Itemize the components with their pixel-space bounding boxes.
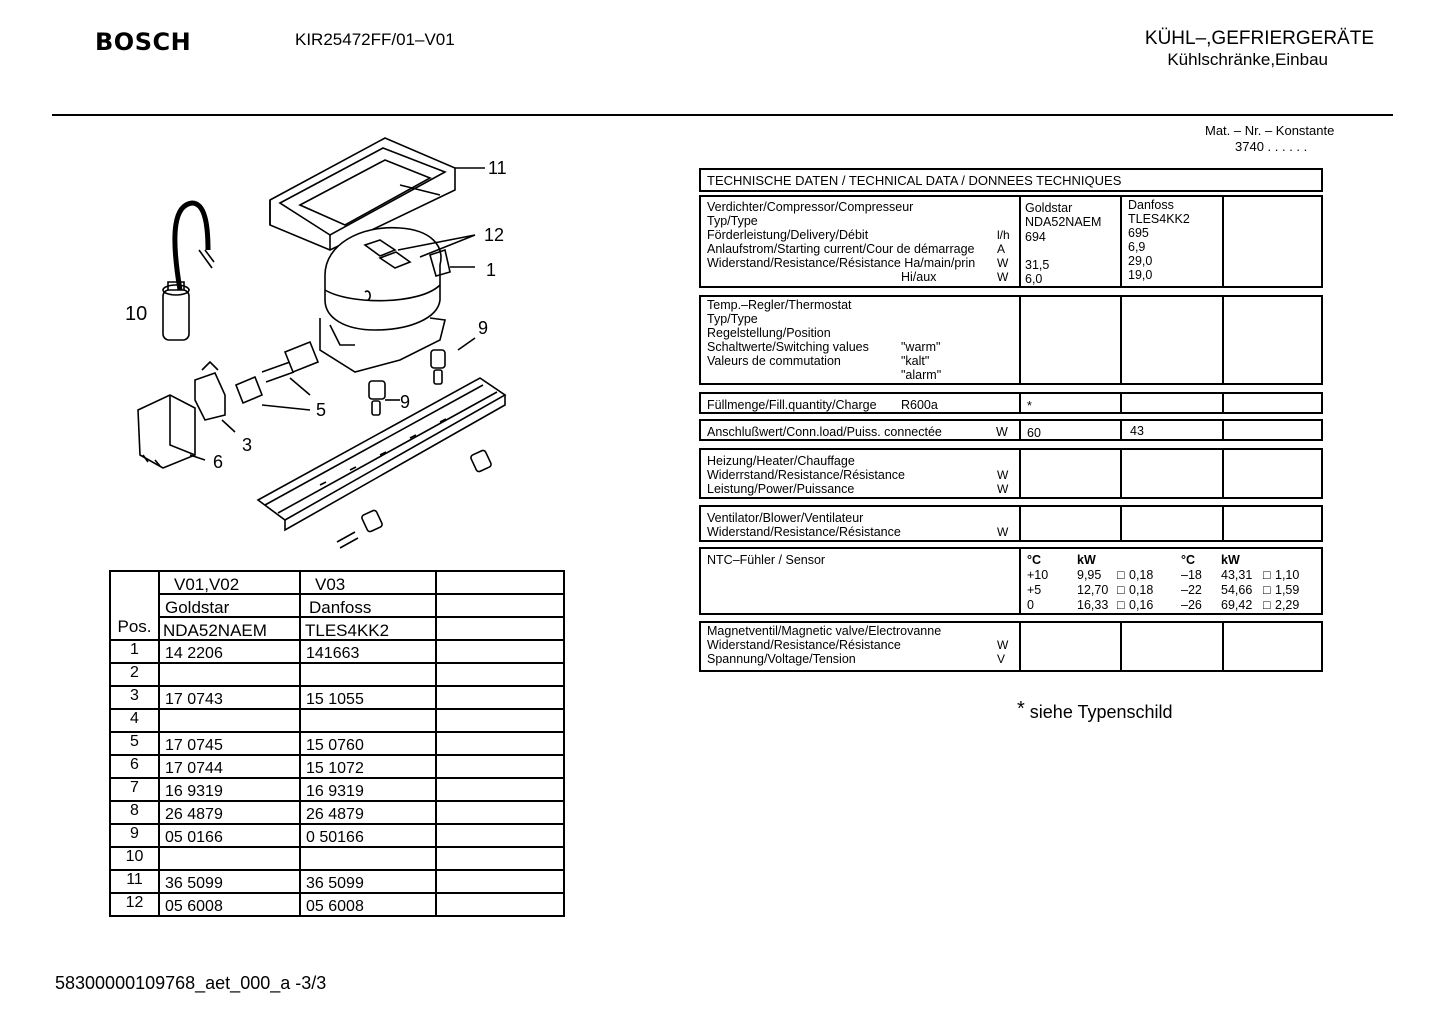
empty-cell: [436, 893, 564, 916]
empty-cell: [436, 870, 564, 893]
callout-1: 1: [486, 260, 497, 280]
variant-header: V01,V02: [159, 571, 300, 594]
switch-label: "kalt": [901, 354, 930, 368]
ntc-temp: 0: [1027, 598, 1034, 612]
part-number-danfoss: 26 4879: [300, 801, 436, 824]
clip-part: [236, 342, 318, 403]
thermostat-line: Temp.–Regler/Thermostat: [707, 298, 852, 312]
empty-cell: [436, 663, 564, 686]
mounting-rail-part: [258, 378, 505, 530]
ntc-header: kW: [1221, 553, 1240, 567]
brand-logo: BOSCH: [95, 28, 192, 56]
heater-unit: W: [997, 468, 1009, 482]
pos-header: Pos.: [110, 571, 159, 640]
part-number-goldstar: 36 5099: [159, 870, 300, 893]
goldstar-value: 694: [1025, 230, 1046, 244]
ntc-tolerance: 0,18: [1129, 583, 1154, 597]
blower-section: [699, 505, 1323, 542]
ntc-temp: +5: [1027, 583, 1042, 597]
table-row: [110, 640, 564, 663]
cable-capacitor-part: [163, 203, 214, 340]
part-position: 12: [110, 893, 159, 916]
brand-header: Goldstar: [159, 594, 300, 617]
part-position: 1: [110, 640, 159, 663]
type-header: TLES4KK2: [300, 617, 436, 640]
empty-cell: [436, 640, 564, 663]
compressor-unit: W: [997, 270, 1009, 284]
danfoss-value: Danfoss: [1128, 198, 1174, 212]
part-number-danfoss: 0 50166: [300, 824, 436, 847]
part-number-goldstar: 26 4879: [159, 801, 300, 824]
switch-label: "warm": [901, 340, 941, 354]
note-star: *: [1017, 698, 1025, 720]
callout-11: 11: [488, 158, 507, 178]
blower-line: Ventilator/Blower/Ventilateur: [707, 511, 864, 525]
load-value-2: 43: [1130, 424, 1144, 438]
tolerance-icon: □: [1263, 598, 1271, 612]
ntc-temp: –26: [1181, 598, 1202, 612]
part-position: 3: [110, 686, 159, 709]
table-row: [110, 801, 564, 824]
ntc-resistance: 43,31: [1221, 568, 1253, 582]
table-row: [110, 709, 564, 732]
part-number-goldstar: 14 2206: [159, 640, 300, 663]
part-position: 8: [110, 801, 159, 824]
part-position: 4: [110, 709, 159, 732]
ntc-tolerance: 0,18: [1129, 568, 1154, 582]
ntc-tolerance: 0,16: [1129, 598, 1154, 612]
compressor-line: Förderleistung/Delivery/Débit: [707, 228, 869, 242]
empty-cell: [436, 824, 564, 847]
thermostat-line: Schaltwerte/Switching values: [707, 340, 869, 354]
callout-12: 12: [484, 225, 505, 245]
part-number-danfoss: 05 6008: [300, 893, 436, 916]
thermostat-line: Valeurs de commutation: [707, 354, 841, 368]
exploded-parts-diagram: [110, 130, 550, 560]
danfoss-value: 695: [1128, 226, 1149, 240]
ntc-header: °C: [1181, 553, 1196, 567]
compressor-part: [320, 228, 450, 372]
callout-9: 9: [478, 318, 489, 338]
table-row: [110, 686, 564, 709]
heater-section: [699, 448, 1323, 499]
part-number-danfoss: 15 0760: [300, 732, 436, 755]
compressor-line: Verdichter/Compressor/Compresseur: [707, 200, 914, 214]
part-number-goldstar: [159, 709, 300, 732]
relay-part: [195, 362, 225, 420]
table-row: [110, 755, 564, 778]
compressor-line: Widerstand/Resistance/Résistance Ha/main/prin: [707, 256, 976, 270]
empty-cell: [436, 778, 564, 801]
goldstar-value: Goldstar: [1025, 201, 1073, 215]
tech-title-box: [699, 168, 1323, 192]
empty-cell: [436, 686, 564, 709]
thermostat-section: [699, 295, 1323, 385]
compressor-unit: l/h: [997, 228, 1010, 242]
tolerance-icon: □: [1117, 583, 1125, 597]
empty-cell: [436, 732, 564, 755]
ntc-resistance: 69,42: [1221, 598, 1253, 612]
mat-nr-value: 3740 . . . . . .: [1235, 139, 1308, 154]
ntc-resistance: 16,33: [1077, 598, 1109, 612]
blower-unit: W: [997, 525, 1009, 539]
part-position: 7: [110, 778, 159, 801]
part-number-danfoss: 15 1072: [300, 755, 436, 778]
note-text: siehe Typenschild: [1024, 702, 1173, 722]
danfoss-value: TLES4KK2: [1128, 212, 1190, 226]
danfoss-value: 6,9: [1128, 240, 1146, 254]
heater-line: Widerrstand/Resistance/Résistance: [707, 468, 905, 482]
empty-cell: [436, 847, 564, 870]
compressor-section: [699, 195, 1323, 288]
part-number-goldstar: 17 0743: [159, 686, 300, 709]
compressor-unit: A: [997, 242, 1006, 256]
part-number-goldstar: [159, 663, 300, 686]
table-row: [110, 870, 564, 893]
callout-3: 3: [242, 435, 253, 455]
ntc-section: [699, 547, 1323, 615]
part-number-danfoss: 36 5099: [300, 870, 436, 893]
callout-9b: 9: [400, 392, 411, 412]
heater-line: Leistung/Power/Puissance: [707, 482, 855, 496]
part-number-danfoss: 15 1055: [300, 686, 436, 709]
thermostat-line: Regelstellung/Position: [707, 326, 831, 340]
tolerance-icon: □: [1263, 568, 1271, 582]
load-section: [699, 419, 1323, 441]
tolerance-icon: □: [1117, 598, 1125, 612]
part-number-danfoss: 16 9319: [300, 778, 436, 801]
heater-line: Heizung/Heater/Chauffage: [707, 454, 855, 468]
table-row: [110, 893, 564, 916]
parts-table: [109, 570, 565, 917]
empty-cell: [436, 709, 564, 732]
ntc-tolerance: 2,29: [1275, 598, 1300, 612]
ntc-temp: +10: [1027, 568, 1049, 582]
callout-5: 5: [316, 400, 327, 420]
ntc-temp: –18: [1181, 568, 1202, 582]
ntc-resistance: 12,70: [1077, 583, 1109, 597]
blower-line: Widerstand/Resistance/Résistance: [707, 525, 901, 539]
valve-unit: W: [997, 638, 1009, 652]
ntc-header: °C: [1027, 553, 1042, 567]
tolerance-icon: □: [1263, 583, 1271, 597]
fill-refrigerant: R600a: [901, 398, 938, 412]
thermostat-line: Typ/Type: [707, 312, 758, 326]
part-number-danfoss: [300, 709, 436, 732]
compressor-line: Anlaufstrom/Starting current/Cour de démarrage: [707, 242, 975, 256]
ntc-resistance: 54,66: [1221, 583, 1253, 597]
compressor-line: Hi/aux: [901, 270, 937, 284]
empty-cell: [436, 801, 564, 824]
category-subtitle: Kühlschränke,Einbau: [1167, 50, 1328, 69]
brand-header: Danfoss: [300, 594, 436, 617]
part-number-danfoss: [300, 663, 436, 686]
danfoss-value: 19,0: [1128, 268, 1153, 282]
part-position: 10: [110, 847, 159, 870]
ntc-temp: –22: [1181, 583, 1202, 597]
model-number: KIR25472FF/01–V01: [295, 30, 455, 49]
part-number-goldstar: 16 9319: [159, 778, 300, 801]
part-position: 5: [110, 732, 159, 755]
document-footer: 58300000109768_aet_000_a -3/3: [55, 973, 327, 993]
goldstar-value: 6,0: [1025, 272, 1043, 286]
heater-unit: W: [997, 482, 1009, 496]
table-row: [110, 847, 564, 870]
load-value-1: 60: [1027, 426, 1041, 440]
tech-title: TECHNISCHE DATEN / TECHNICAL DATA / DONNEES TECHNIQUES: [707, 173, 1122, 188]
fill-label: Füllmenge/Fill.quantity/Charge: [707, 398, 877, 412]
callout-10: 10: [125, 303, 148, 325]
valve-section: [699, 621, 1323, 672]
callout-6: 6: [213, 452, 224, 472]
valve-line: Magnetventil/Magnetic valve/Electrovanne: [707, 624, 942, 638]
ntc-label: NTC–Fühler / Sensor: [707, 553, 826, 567]
part-number-goldstar: 17 0745: [159, 732, 300, 755]
table-row: [110, 778, 564, 801]
part-position: 11: [110, 870, 159, 893]
part-number-goldstar: 17 0744: [159, 755, 300, 778]
part-position: 9: [110, 824, 159, 847]
goldstar-value: 31,5: [1025, 258, 1050, 272]
load-label: Anschlußwert/Conn.load/Puiss. connectée: [707, 425, 942, 439]
header-divider: [52, 114, 1393, 116]
part-position: 2: [110, 663, 159, 686]
fill-value: *: [1027, 399, 1032, 413]
valve-unit: V: [997, 652, 1006, 666]
variant-header: V03: [300, 571, 436, 594]
ntc-tolerance: 1,10: [1275, 568, 1300, 582]
valve-line: Spannung/Voltage/Tension: [707, 652, 856, 666]
compressor-line: Typ/Type: [707, 214, 758, 228]
compressor-unit: W: [997, 256, 1009, 270]
type-header: NDA52NAEM: [159, 617, 300, 640]
part-number-danfoss: 141663: [300, 640, 436, 663]
part-number-danfoss: [300, 847, 436, 870]
mat-nr-label: Mat. – Nr. – Konstante: [1205, 123, 1335, 138]
category-title: KÜHL–,GEFRIERGERÄTE: [1144, 28, 1374, 49]
switch-label: "alarm": [901, 368, 942, 382]
part-number-goldstar: [159, 847, 300, 870]
part-number-goldstar: 05 6008: [159, 893, 300, 916]
goldstar-value: NDA52NAEM: [1025, 215, 1102, 229]
fill-section: [699, 392, 1323, 414]
valve-line: Widerstand/Resistance/Résistance: [707, 638, 901, 652]
load-unit: W: [996, 425, 1008, 439]
part-position: 6: [110, 755, 159, 778]
table-row: [110, 732, 564, 755]
table-row: [110, 824, 564, 847]
table-row: [110, 663, 564, 686]
ntc-tolerance: 1,59: [1275, 583, 1300, 597]
tolerance-icon: □: [1117, 568, 1125, 582]
empty-cell: [436, 755, 564, 778]
ntc-resistance: 9,95: [1077, 568, 1102, 582]
type-plate-note: [1017, 698, 1173, 724]
danfoss-value: 29,0: [1128, 254, 1153, 268]
part-number-goldstar: 05 0166: [159, 824, 300, 847]
ntc-header: kW: [1077, 553, 1096, 567]
relay-cover-part: [138, 395, 195, 468]
